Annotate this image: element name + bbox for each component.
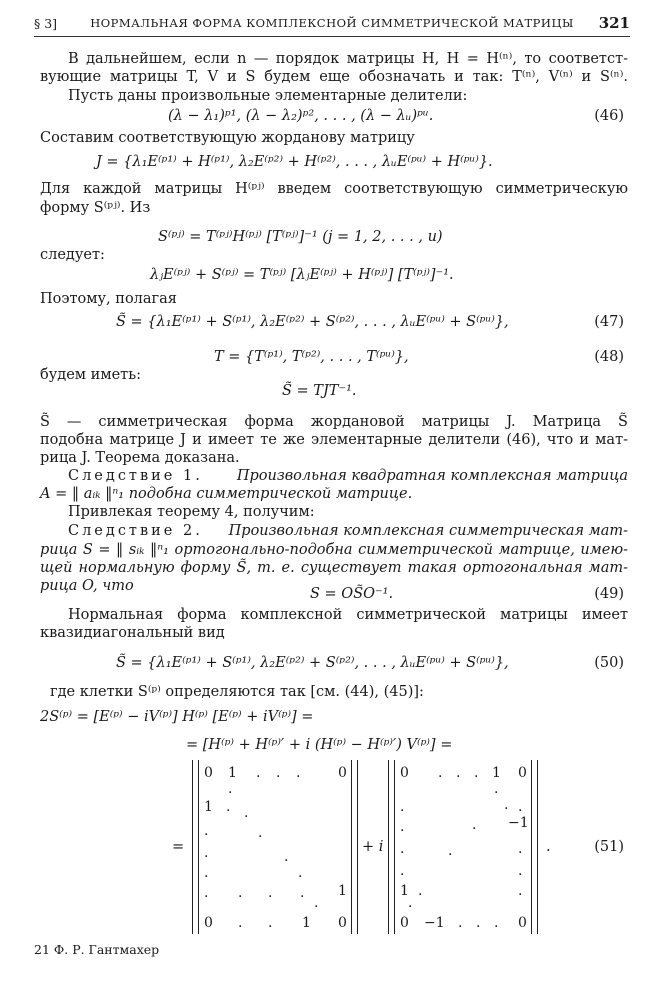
matrix-entry: . [418,883,423,899]
equation-49: S = OS̃O⁻¹. [310,586,394,602]
matrix-entry: . [474,765,479,781]
header-title: НОРМАЛЬНАЯ ФОРМА КОМПЛЕКСНОЙ СИММЕТРИЧЕСКОЙ МАТРИЦЫ [90,16,574,30]
equation-result: S̃ = TJT⁻¹. [282,383,357,399]
matrix-entry: . [494,915,499,931]
matrix-entry: 0 [400,915,409,931]
matrix-entry: . [276,765,281,781]
matrix-entry: . [268,915,273,931]
matrix-entry: . [238,885,243,901]
corollary-text: Произвольная комплексная симметрическая мат- [228,523,628,539]
corollary-1 [68,467,628,485]
signature-footer: 21 Ф. Р. Гантмахер [34,942,160,957]
paragraph-line: квазидиагональный вид [40,625,225,641]
paragraph-line: вующие матрицы T, V и S будем еще обозначать и так: T⁽ⁿ⁾, V⁽ⁿ⁾ и S⁽ⁿ⁾. [40,69,628,85]
matrix-entry: . [244,805,249,821]
matrix-entry: . [256,765,261,781]
matrix-entry: 0 [518,765,527,781]
matrix-entry: . [408,895,413,911]
equation-47: S̃ = {λ₁E⁽ᵖ¹⁾ + S⁽ᵖ¹⁾, λ₂E⁽ᵖ²⁾ + S⁽ᵖ²⁾, . . . , λᵤE⁽ᵖᵘ⁾ + S⁽ᵖᵘ⁾}, [116,314,509,330]
matrix-entry: 1 [228,765,237,781]
matrix-entry: . [438,765,443,781]
matrix-entry: 1 [338,883,347,899]
matrix-entry: 0 [204,765,213,781]
matrix-entry: . [400,841,405,857]
plus-i-sign: + i [362,839,384,855]
page-number: 321 [598,14,630,32]
paragraph-line: Нормальная форма комплексной симметрической матрицы имеет [68,607,628,623]
paragraph-line: щей нормальную форму S̃, т. е. существует такая ортогональная мат- [40,560,628,576]
equation-51-line1: 2S⁽ᵖ⁾ = [E⁽ᵖ⁾ − iV⁽ᵖ⁾] H⁽ᵖ⁾ [E⁽ᵖ⁾ + iV⁽ᵖ⁾] = [40,709,314,725]
paragraph-line: В дальнейшем, если n — порядок матрицы H, H = H⁽ⁿ⁾, то соответст- [68,51,628,67]
matrix-entry: 1 [204,799,213,815]
matrix-entry: −1 [424,915,445,931]
equation-50: S̃ = {λ₁E⁽ᵖ¹⁾ + S⁽ᵖ¹⁾, λ₂E⁽ᵖ²⁾ + S⁽ᵖ²⁾, . . . , λᵤE⁽ᵖᵘ⁾ + S⁽ᵖᵘ⁾}, [116,655,509,671]
matrix-entry: . [298,865,303,881]
matrix-entry: . [314,895,319,911]
matrix-right-bar [351,760,358,934]
matrix-entry: . [204,823,209,839]
matrix-entry: . [258,825,263,841]
matrix-left-bar [192,760,199,934]
equals-sign: = [172,839,185,855]
paragraph-line: где клетки S⁽ᵖ⁾ определяются так [см. (44), (45)]: [50,684,424,700]
matrix-entry: 1 [400,883,409,899]
matrix-entry: . [472,817,477,833]
equation-number: (50) [594,655,624,671]
equation-number: (47) [594,314,624,330]
matrix-entry: . [518,883,523,899]
matrix-entry: . [226,799,231,815]
matrix-h-sum [192,760,358,934]
running-header [34,14,630,37]
paragraph-line: Привлекая теорему 4, получим: [68,504,315,520]
matrix-entry: . [204,845,209,861]
corollary-label: Следствие 2. [68,523,203,539]
paragraph-line: рица S = ‖ sᵢₖ ‖ⁿ₁ ортогонально-подобна симметрической матрице, имею- [40,542,628,558]
paragraph-line: Пусть даны произвольные элементарные делители: [68,88,468,104]
matrix-entry: 0 [338,915,347,931]
matrix-entry: . [456,765,461,781]
paragraph-line: рица O, что [40,578,134,594]
matrix-entry: . [228,781,233,797]
matrix-right-bar [531,760,538,934]
matrix-entry: . [268,885,273,901]
matrix-entry: . [494,781,499,797]
paragraph-line: рица J. Теорема доказана. [40,450,240,466]
paragraph-line: Составим соответствующую жорданову матрицу [40,130,415,146]
section-mark: § 3] [34,16,58,31]
corollary-text: Произвольная квадратная комплексная матрица [236,468,628,484]
period: . [546,839,551,855]
equation-46: (λ − λ₁)ᵖ¹, (λ − λ₂)ᵖ², . . . , (λ − λᵤ)ᵖᵘ. [168,108,434,124]
matrix-entry: . [458,915,463,931]
equation-48: T = {T⁽ᵖ¹⁾, T⁽ᵖ²⁾, . . . , T⁽ᵖᵘ⁾}, [214,349,409,365]
matrix-entry: . [400,863,405,879]
matrix-entry: 1 [302,915,311,931]
matrix-entry: . [204,865,209,881]
paragraph-line: Для каждой матрицы H⁽ᵖʲ⁾ введем соответствующую симметрическую [40,181,628,197]
corollary-label: Следствие 1. [68,468,203,484]
equation-number: (51) [594,839,624,855]
matrix-entry: . [476,915,481,931]
matrix-entry: . [400,799,405,815]
corollary-2 [68,522,628,540]
matrix-entry: . [448,843,453,859]
paragraph-line: Поэтому, полагая [40,291,177,307]
equation-number: (48) [594,349,624,365]
matrix-entry: . [238,915,243,931]
matrix-entry: . [300,885,305,901]
matrix-left-bar [388,760,395,934]
equation-lambda: λⱼE⁽ᵖʲ⁾ + S⁽ᵖʲ⁾ = T⁽ᵖʲ⁾ [λⱼE⁽ᵖʲ⁾ + H⁽ᵖʲ⁾] [T⁽ᵖʲ⁾]⁻¹. [150,267,454,283]
paragraph-line: S̃ — симметрическая форма жордановой матрицы J. Матрица S̃ [40,414,628,430]
matrix-entry: . [284,849,289,865]
paragraph-line: форму S⁽ᵖʲ⁾. Из [40,200,151,216]
matrix-entry: . [518,799,523,815]
matrix-entry: . [400,819,405,835]
paragraph-line: следует: [40,247,105,263]
matrix-v [388,760,538,934]
matrix-entry: −1 [508,815,529,831]
matrix-entry: 1 [492,765,501,781]
matrix-entry: . [518,841,523,857]
paragraph-line: подобна матрице J и имеет те же элементарные делители (46), что и мат- [40,432,628,448]
matrix-entry: 0 [400,765,409,781]
matrix-entry: 0 [338,765,347,781]
equation-number: (46) [594,108,624,124]
matrix-entry: . [518,863,523,879]
matrix-entry: . [296,765,301,781]
equation-jordan: J = {λ₁E⁽ᵖ¹⁾ + H⁽ᵖ¹⁾, λ₂E⁽ᵖ²⁾ + H⁽ᵖ²⁾, . . . , λᵤE⁽ᵖᵘ⁾ + H⁽ᵖᵘ⁾}. [96,154,493,170]
matrix-entry: 0 [204,915,213,931]
matrix-entry: . [204,885,209,901]
equation-51-line2: = [H⁽ᵖ⁾ + H⁽ᵖ⁾′ + i (H⁽ᵖ⁾ − H⁽ᵖ⁾′) V⁽ᵖ⁾] = [186,737,453,753]
paragraph-line: будем иметь: [40,367,141,383]
matrix-entry: . [504,797,509,813]
equation-similarity: S⁽ᵖʲ⁾ = T⁽ᵖʲ⁾H⁽ᵖʲ⁾ [T⁽ᵖʲ⁾]⁻¹ (j = 1, 2, . . . , u) [158,229,443,245]
matrix-entry: 0 [518,915,527,931]
paragraph-line: A = ‖ aᵢₖ ‖ⁿ₁ подобна симметрической матрице. [40,486,413,502]
equation-number: (49) [594,586,624,602]
